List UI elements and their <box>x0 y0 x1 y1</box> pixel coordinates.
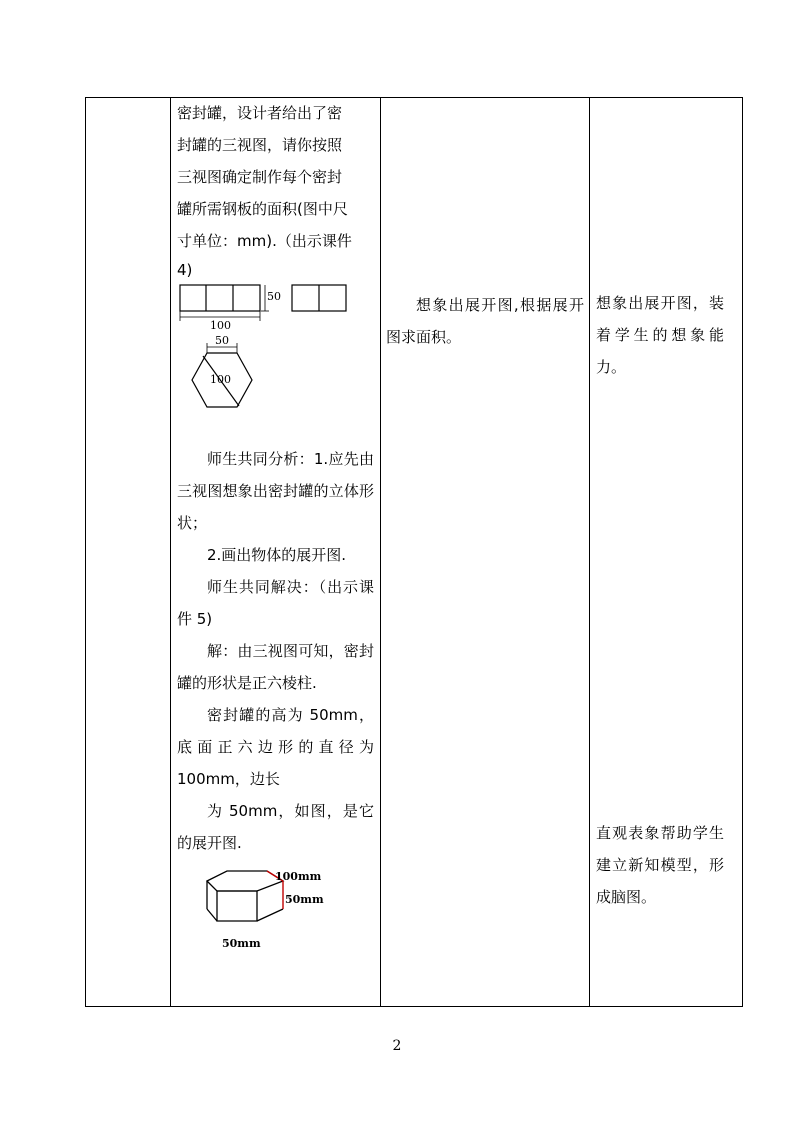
student-activity-cell <box>381 98 590 1007</box>
empty-cell <box>86 98 171 1007</box>
design-intent-cell <box>590 98 743 1007</box>
teaching-process-cell <box>171 98 381 1007</box>
solution-text-1: 解：由三视图可知，密封罐的形状是正六棱柱. <box>177 642 374 692</box>
problem-line-4: 罐所需钢板的面积(图中尺 <box>177 200 348 218</box>
solve-intro-text: 师生共同解决：（出示课件 5) <box>177 578 374 628</box>
side-view <box>292 285 346 311</box>
problem-line-1: 密封罐，设计者给出了密 <box>177 104 343 122</box>
student-activity-text: 想象出展开图,根据展开图求面积。 <box>386 296 584 346</box>
design-intent-text-top: 想象出展开图，装着学生的想象能力。 <box>596 294 724 376</box>
prism-outline <box>207 871 283 921</box>
hexagonal-prism-figure <box>177 861 362 961</box>
solution-text-2: 密封罐的高为 50mm，底面正六边形的直径为 100mm，边长 <box>177 706 374 788</box>
top-edge-label: 50 <box>215 334 229 347</box>
top-diameter-label: 100 <box>210 373 231 386</box>
prism-height-label: 50mm <box>285 893 324 906</box>
analysis-text-2: 2.画出物体的展开图. <box>207 546 347 564</box>
problem-line-3: 三视图确定制作每个密封 <box>177 168 343 186</box>
front-height-label: 50 <box>267 290 281 303</box>
solution-text-3: 为 50mm，如图，是它的展开图. <box>177 802 374 852</box>
prism-diameter-label: 100mm <box>275 870 322 883</box>
design-intent-text-bottom: 直观表象帮助学生建立新知模型，形成脑图。 <box>596 824 724 906</box>
front-view <box>180 285 260 311</box>
page-number: 2 <box>392 1038 402 1054</box>
problem-line-6: 4) <box>177 261 193 279</box>
prism-edge-label: 50mm <box>222 937 261 950</box>
lesson-table <box>85 97 743 1007</box>
problem-text <box>177 97 374 283</box>
problem-line-2: 封罐的三视图，请你按照 <box>177 136 343 154</box>
problem-line-5: 寸单位：mm).（出示课件 <box>177 232 352 250</box>
three-view-figure <box>177 283 362 413</box>
front-dimension-lines <box>180 285 269 321</box>
analysis-text-1: 师生共同分析：1.应先由三视图想象出密封罐的立体形状； <box>177 450 374 532</box>
front-width-label: 100 <box>210 319 231 332</box>
